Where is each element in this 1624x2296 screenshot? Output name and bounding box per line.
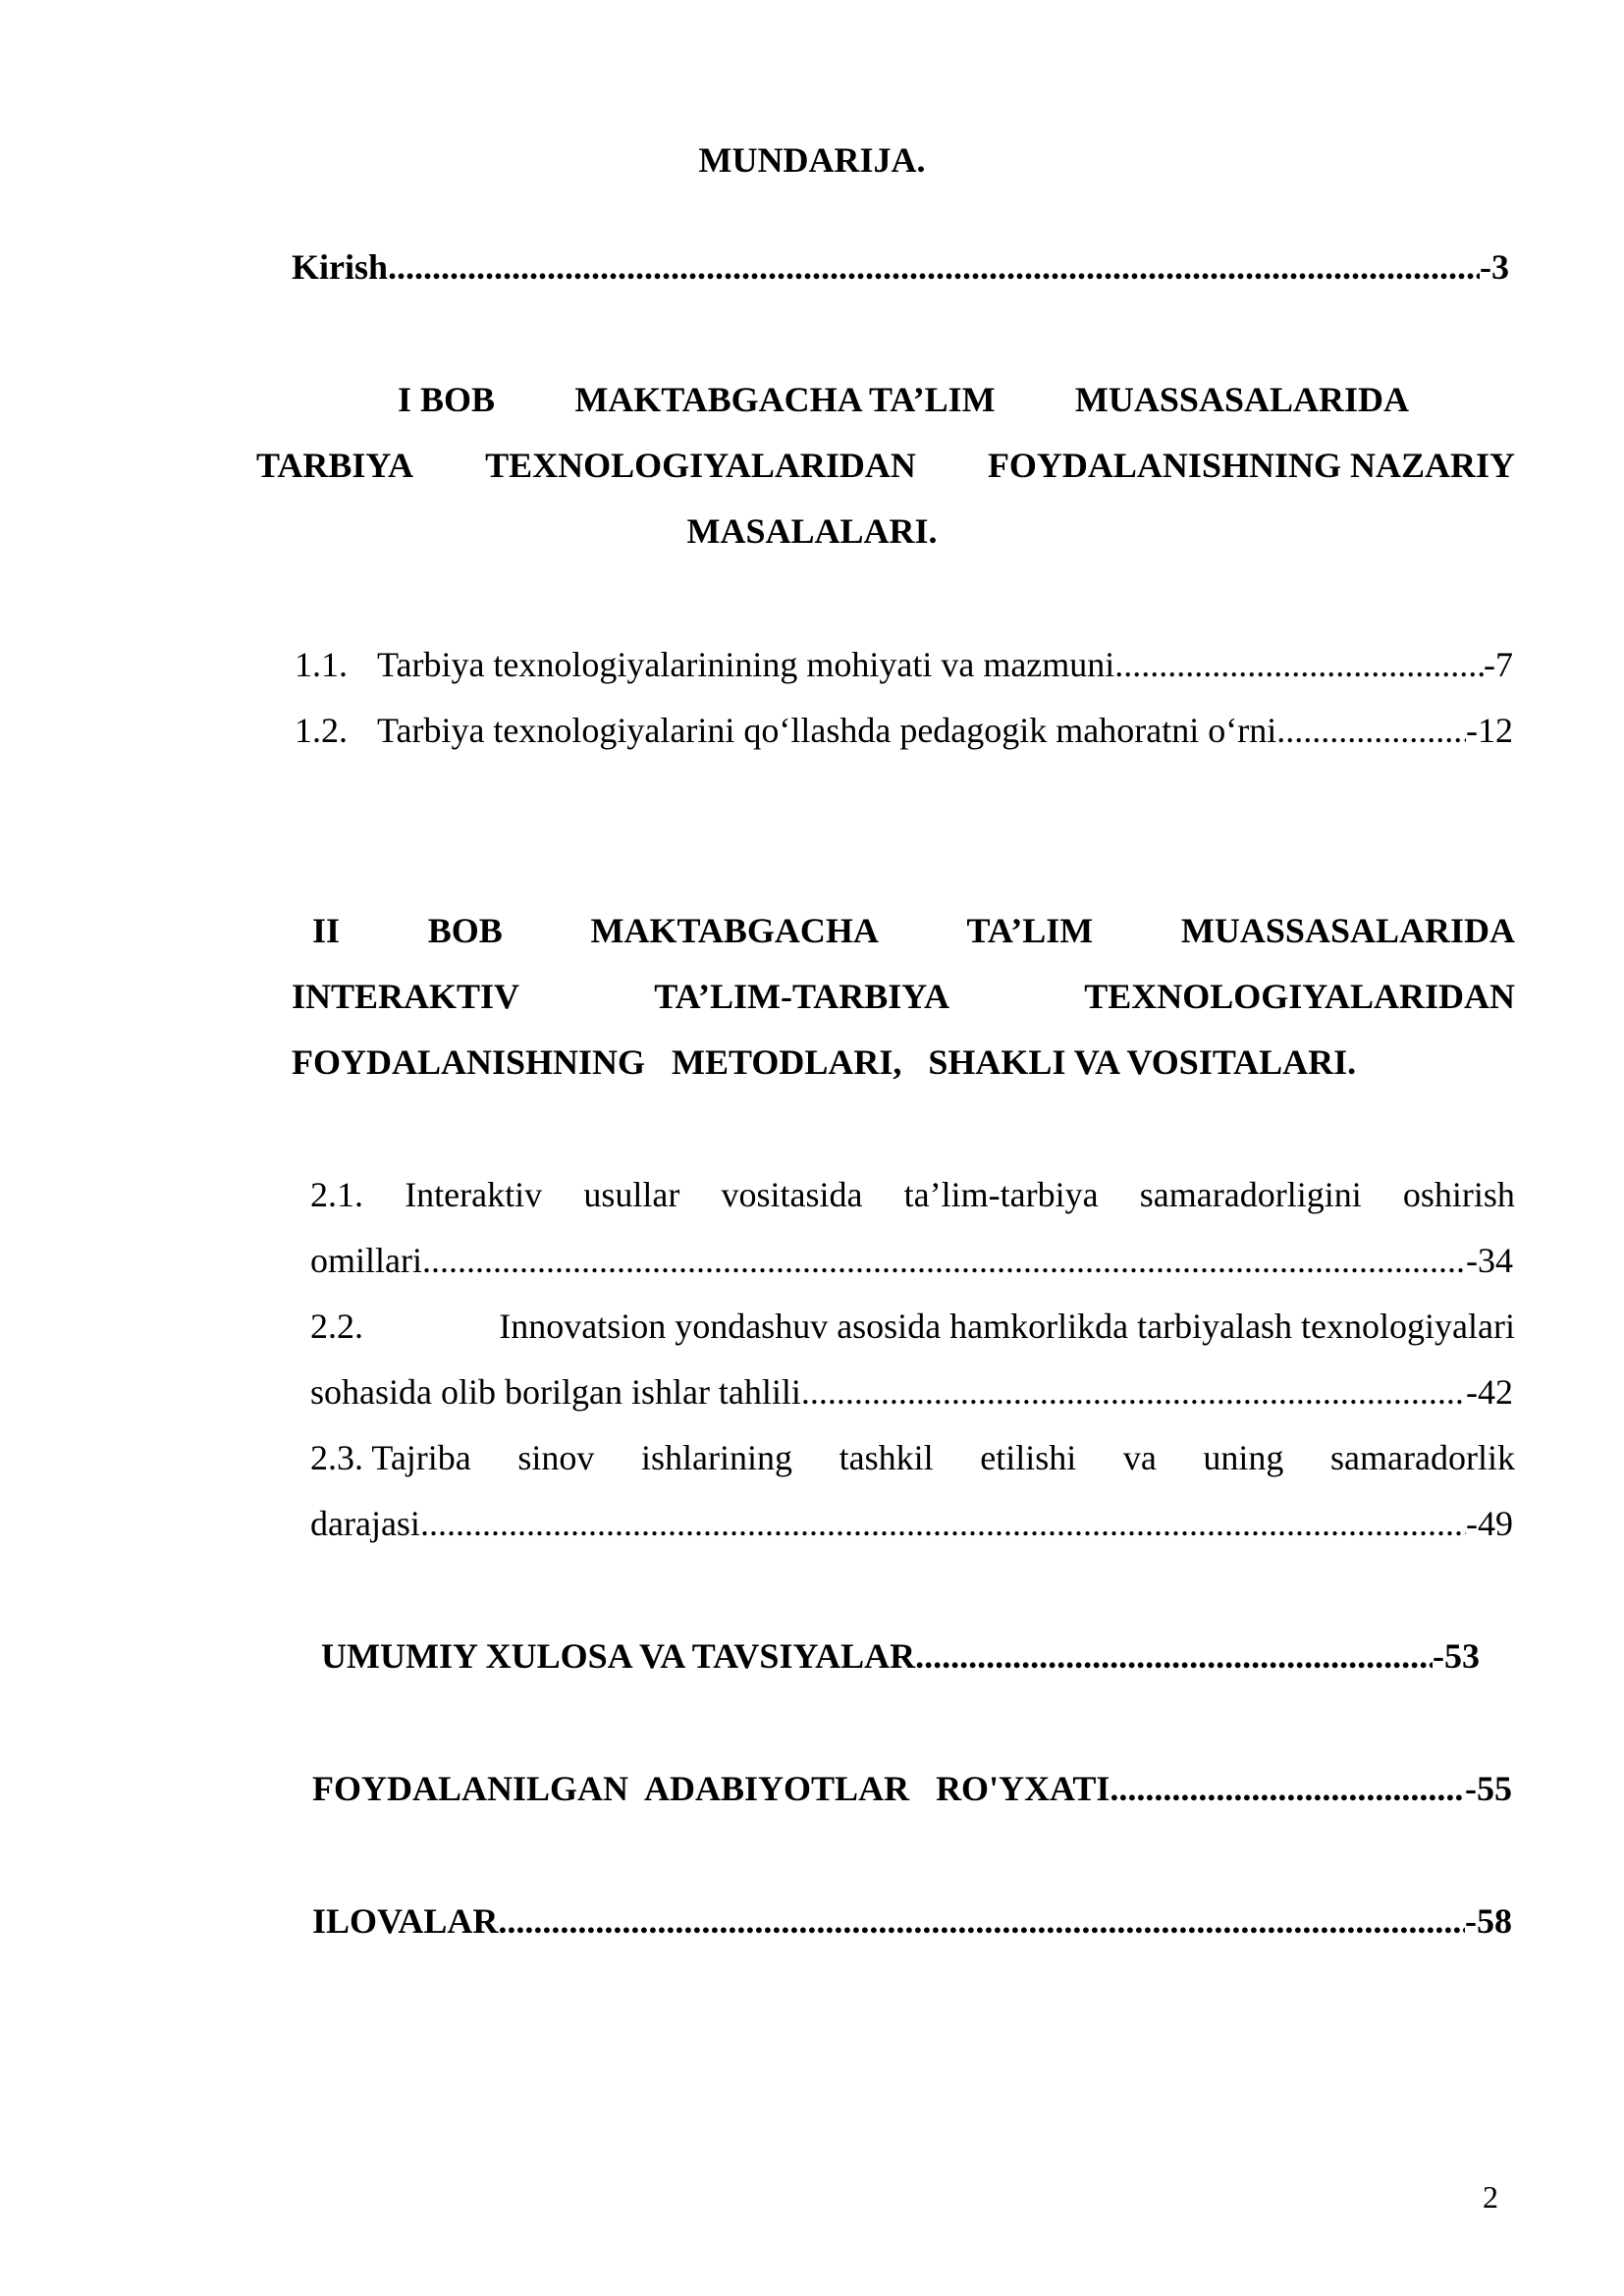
toc-entry-label: UMUMIY XULOSA VA TAVSIYALAR xyxy=(321,1636,916,1676)
toc-entry-2-3-line2 xyxy=(310,1501,1513,1546)
toc-entry-2-1-line2 xyxy=(310,1238,1513,1283)
toc-word: uning xyxy=(1203,1438,1284,1477)
chapter2-word: MUASSASALARIDA xyxy=(1180,911,1515,950)
toc-entry-label: Kirish xyxy=(292,247,389,287)
toc-word: Interaktiv xyxy=(405,1175,543,1214)
chapter1-word: TEXNOLOGIYALARIDAN xyxy=(485,446,916,485)
toc-entry-page: -34 xyxy=(1466,1241,1513,1280)
chapter2-word: BOB xyxy=(427,911,503,950)
toc-entry-page: -3 xyxy=(1480,247,1509,287)
toc-entry-label: omillari xyxy=(310,1241,422,1280)
toc-leader-dots xyxy=(1114,642,1484,687)
chapter1-heading-line1 xyxy=(398,377,1409,422)
toc-entry-number: 1.2. xyxy=(295,711,348,750)
chapter1-word: MUASSASALARIDA xyxy=(1074,380,1409,419)
toc-word: 2.1. xyxy=(310,1175,363,1214)
chapter2-heading-line2 xyxy=(292,974,1515,1019)
toc-word: Innovatsion yondashuv asosida hamkorlikda tarbiyalash texnologiyalari xyxy=(499,1307,1515,1346)
chapter1-word: I BOB xyxy=(398,380,496,419)
toc-leader-dots xyxy=(915,1633,1433,1679)
toc-leader-dots xyxy=(422,1238,1466,1283)
toc-word: 2.2. xyxy=(310,1307,363,1346)
toc-word: vositasida xyxy=(721,1175,863,1214)
toc-entry-number: 1.1. xyxy=(295,645,348,684)
toc-word: oshirish xyxy=(1402,1175,1515,1214)
toc-entry-label: darajasi xyxy=(310,1504,420,1543)
toc-leader-dots xyxy=(1110,1766,1465,1811)
toc-entry-label: FOYDALANILGAN ADABIYOTLAR RO'YXATI xyxy=(312,1769,1110,1808)
toc-entry-appendix xyxy=(312,1898,1512,1944)
toc-title: MUNDARIJA. xyxy=(698,140,926,180)
toc-word: samaradorligini xyxy=(1139,1175,1362,1214)
toc-entry-page: -55 xyxy=(1465,1769,1512,1808)
toc-entry-1-2 xyxy=(295,708,1513,753)
chapter1-heading-line3: MASALALARI. xyxy=(686,511,938,551)
toc-entry-2-1-line1 xyxy=(310,1172,1515,1217)
toc-word: usullar xyxy=(583,1175,680,1214)
toc-entry-page: -49 xyxy=(1466,1504,1513,1543)
toc-entry-1-1 xyxy=(295,642,1513,687)
toc-entry-conclusion xyxy=(321,1633,1480,1679)
chapter2-heading-line3: FOYDALANISHNING METODLARI, SHAKLI VA VOSITALARI. xyxy=(292,1042,1357,1082)
toc-word: sinov xyxy=(517,1438,595,1477)
toc-word: tashkil xyxy=(839,1438,934,1477)
toc-leader-dots xyxy=(801,1369,1466,1415)
chapter1-heading-line2 xyxy=(256,443,1515,488)
toc-entry-label: Tarbiya texnologiyalarini qo‘llashda pedagogik mahoratni o‘rni xyxy=(377,711,1277,750)
toc-leader-dots xyxy=(1276,708,1466,753)
toc-word: ishlarining xyxy=(641,1438,792,1477)
toc-word: ta’lim-tarbiya xyxy=(903,1175,1099,1214)
chapter2-word: II xyxy=(312,911,341,950)
toc-entry-label: Tarbiya texnologiyalarinining mohiyati va mazmuni xyxy=(377,645,1115,684)
toc-word: etilishi xyxy=(980,1438,1077,1477)
toc-leader-dots xyxy=(388,244,1480,290)
chapter2-word: TA’LIM-TARBIYA xyxy=(654,977,949,1016)
chapter1-word: FOYDALANISHNING NAZARIY xyxy=(987,446,1515,485)
toc-entry-label: sohasida olib borilgan ishlar tahlili xyxy=(310,1372,801,1412)
toc-entry-2-2-line1 xyxy=(310,1304,1515,1349)
toc-leader-dots xyxy=(420,1501,1466,1546)
chapter2-word: INTERAKTIV xyxy=(292,977,520,1016)
toc-entry-page: -53 xyxy=(1433,1636,1480,1676)
toc-entry-page: -58 xyxy=(1465,1901,1512,1941)
toc-word: va xyxy=(1122,1438,1157,1477)
toc-word: 2.3. Tajriba xyxy=(310,1438,471,1477)
toc-entry-label: ILOVALAR xyxy=(312,1901,499,1941)
toc-entry-page: -7 xyxy=(1484,645,1513,684)
chapter2-word: TEXNOLOGIYALARIDAN xyxy=(1084,977,1515,1016)
chapter2-word: MAKTABGACHA xyxy=(590,911,879,950)
chapter2-word: TA’LIM xyxy=(966,911,1094,950)
chapter2-heading-line1 xyxy=(312,908,1515,953)
chapter1-word: TARBIYA xyxy=(256,446,414,485)
toc-word: samaradorlik xyxy=(1330,1438,1515,1477)
toc-entry-page: -12 xyxy=(1466,711,1513,750)
toc-entry-references xyxy=(312,1766,1512,1811)
toc-entry-2-2-line2 xyxy=(310,1369,1513,1415)
toc-entry-intro xyxy=(292,244,1509,290)
chapter1-word: MAKTABGACHA TA’LIM xyxy=(574,380,996,419)
toc-entry-2-3-line1 xyxy=(310,1435,1515,1480)
toc-entry-page: -42 xyxy=(1466,1372,1513,1412)
toc-leader-dots xyxy=(498,1898,1465,1944)
page-number: 2 xyxy=(1483,2179,1498,2215)
